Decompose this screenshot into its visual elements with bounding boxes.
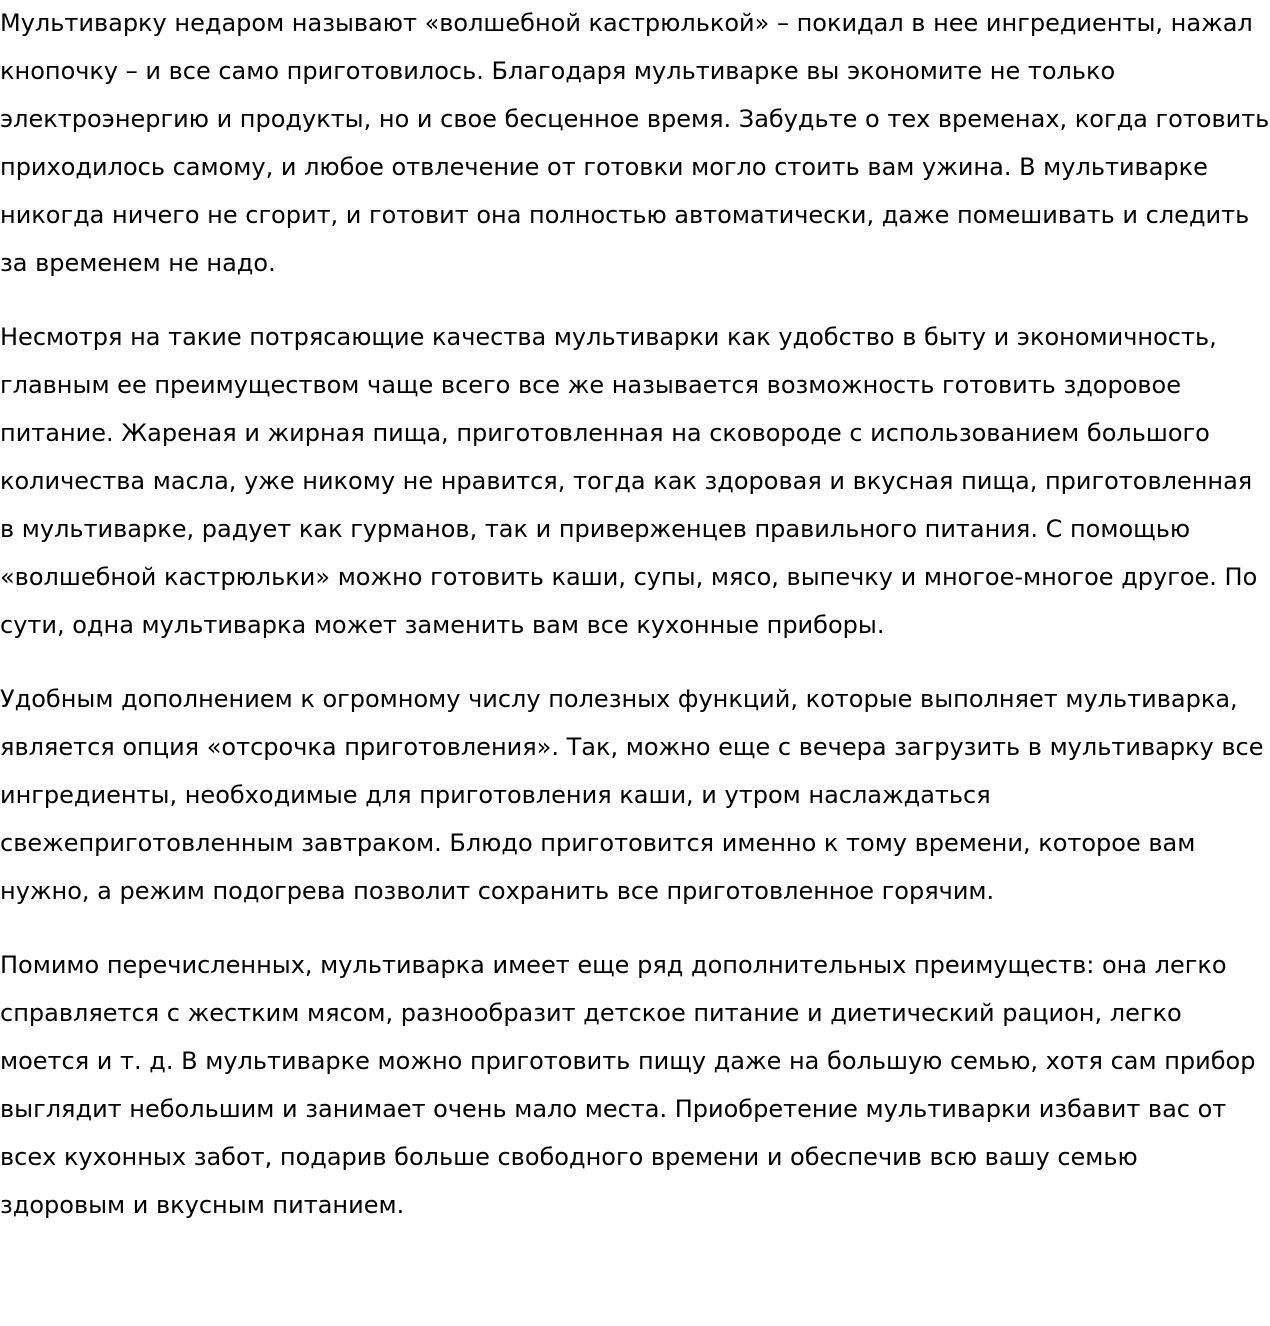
article-paragraph-1: Мультиварку недаром называют «волшебной кастрюлькой» – покидал в нее ингредиенты, нажал кнопочку – и все само приготовилось. Благодаря мультиварке вы экономите не только электроэнергию и продукты, но и свое бесценное время. Забудьте о тех временах, когда готовить приходилось самому, и любое отвлечение от готовки могло стоить вам ужина. В мультиварке никогда ничего не сгорит, и готовит она полностью автоматически, даже помешивать и следить за временем не надо. <box>0 9 1270 277</box>
article-paragraph-2: Несмотря на такие потрясающие качества мультиварки как удобство в быту и экономичность, главным ее преимуществом чаще всего все же называется возможность готовить здоровое питание. Жареная и жирная пища, приготовленная на сковороде с использованием большого количества масла, уже никому не нравится, тогда как здоровая и вкусная пища, приготовленная в мультиварке, радует как гурманов, так и приверженцев правильного питания. С помощью «волшебной кастрюльки» можно готовить каши, супы, мясо, выпечку и многое-многое другое. По сути, одна мультиварка может заменить вам все кухонные приборы. <box>0 323 1258 639</box>
article-paragraph-4: Помимо перечисленных, мультиварка имеет еще ряд дополнительных преимуществ: она легко справляется с жестким мясом, разнообразит детское питание и диетический рацион, легко моется и т. д. В мультиварке можно приготовить пищу даже на большую семью, хотя сам прибор выглядит небольшим и занимает очень мало места. Приобретение мультиварки избавит вас от всех кухонных забот, подарив больше свободного времени и обеспечив всю вашу семью здоровым и вкусным питанием. <box>0 951 1256 1219</box>
article-paragraph-3: Удобным дополнением к огромному числу полезных функций, которые выполняет мультиварка, является опция «отсрочка приготовления». Так, можно еще с вечера загрузить в мультиварку все ингредиенты, необходимые для приготовления каши, и утром наслаждаться свежеприготовленным завтраком. Блюдо приготовится именно к тому времени, которое вам нужно, а режим подогрева позволит сохранить все приготовленное горячим. <box>0 685 1264 905</box>
